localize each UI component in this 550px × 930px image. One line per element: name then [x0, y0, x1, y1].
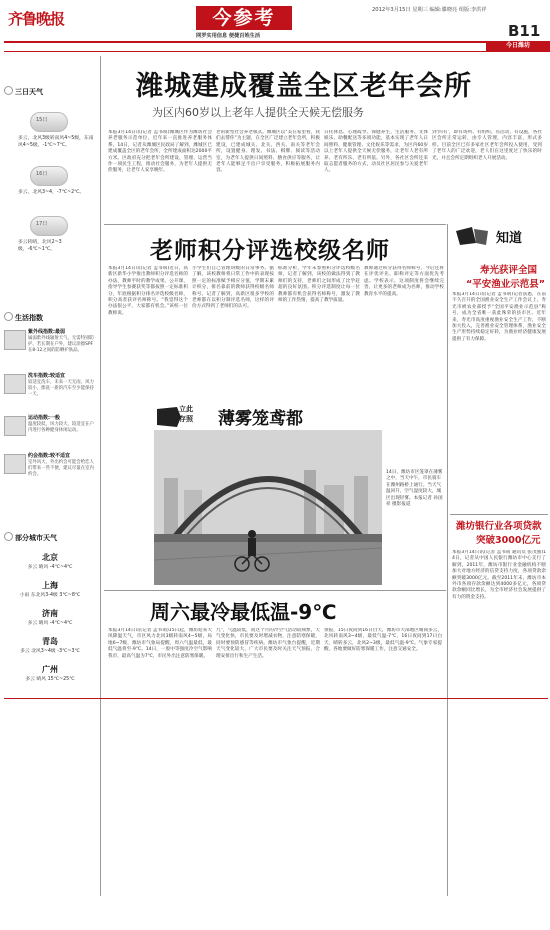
city-forecast: 多云 北风3~4级 -3℃~3℃ — [20, 649, 80, 654]
index-text: 室外风大，外出约会可能会给恋人们带来一些不便，建议尽量在室内约会。 — [28, 460, 94, 477]
index-name: 洗车指数:较适宜 — [28, 373, 66, 379]
sport-icon — [4, 416, 26, 436]
camera-badge-icon — [155, 405, 201, 429]
cities-section — [4, 532, 96, 543]
city-weather — [4, 636, 96, 654]
three-day-forecast — [4, 100, 98, 270]
book-icon — [454, 225, 494, 247]
newspaper-logo: 齐鲁晚报 — [8, 10, 65, 28]
bank-loan-headline: 潍坊银行业各项贷款 — [456, 521, 542, 532]
bank-loan-headline: 突破3000亿元 — [476, 535, 541, 546]
city-forecast: 多云 晴风 15℃~25℃ — [25, 677, 75, 682]
right-column-divider — [447, 224, 448, 896]
cities-title: 部分城市天气 — [4, 532, 96, 543]
shouguang-headline: “平安渔业示范县” — [466, 279, 545, 290]
teacher-story-col4: 教师通过积分获得名师称号，今后还将在评优评先、职称评定等方面优先考虑。学校表示，这项制度将会继续完善，让更多的老师成为名师，推动学校教育水平的提高。 — [364, 266, 444, 297]
news-photo — [154, 430, 382, 585]
teacher-story-col1: 本报3月14日讯(记者 孟书萌)近日，高新区新华小学推出教师积分评选名师的办法，教师平时的教学成果、公开课、指导学生参赛获奖等都按照一定标准积分，年底根据积分排名评选校级名师，积分高者获评名师称号。“我觉得这个办法很公平，大家都有机会。”该校一位教师说。 — [108, 266, 188, 316]
life-indices — [4, 326, 98, 506]
city-name: 北京 — [42, 553, 58, 562]
index-name: 紫外线指数:最弱 — [28, 329, 66, 335]
masthead-rule — [4, 41, 486, 43]
section-divider — [104, 224, 446, 225]
photo-column-badge — [155, 405, 201, 429]
teacher-story-col3: 标准分析，学年末参照积分评选校级名师，记者了解到，该校的做法得到了教师们的支持，老师们之间形成了比学赶超的良好氛围。积分评选制度让每一位教师都有机会获得名师称号，激发了教师的工作热情，提高了教学质量。 — [278, 266, 360, 304]
shouguang-story: 本报3月14日讯(记者 孟书萌)记者获悉，在前不久召开的全国渔业安全生产工作会议上，寿光市被农业部授予“全国平安渔业示范县”称号，成为全省唯一获此殊荣的县市区。近年来，寿光市高度重视渔业安全生产工作，不断加大投入，完善渔业安全管理体系，渔业安全生产形势持续稳定好转，为渔业经济健康发展提供了有力保障。 — [452, 292, 546, 342]
teacher-story-col2: 小学生们自己管理班级的日常事务。据了解，该校教师将日常工作中的表现按照一定的标准赋予相应分值，学期末累计积分，排名靠前的教师获得校级名师称号。记者了解到，高新区很多学校的老师都在以积分制评选名师，这样的评价方式得到了老师们的认可。 — [192, 266, 274, 310]
teacher-headline: 老师积分评选校级名师 — [150, 238, 390, 264]
car-wash-icon — [4, 374, 26, 394]
city-forecast: 多云 晴风 -4℃~4℃ — [27, 565, 73, 570]
cold-story-col1: 本报3月14日讯(记者 孟书萌)15日起，潍坊迎来大风降温天气，市区风力北风3级转南风4~5级，局地6~7级，潍坊市气象局提醒，周六气温最低，最低气温将至-9℃。14日，一股中等强度冷空气影响我市，最高气温为7℃，市民外出注意防寒保暖。 — [108, 628, 212, 659]
cold-weather-headline: 周六最冷最低温-9℃ — [150, 600, 337, 624]
cold-story-col3: 预报，15日夜间到16日白天，潍坊市大部地区晴间多云，北风转南风3~4级，最低气温-7℃，16日夜间到17日白天，晴转多云，北风2~3级，最低气温-9℃。气象专家提醒，各地要做好防寒保暖工作，注意交通安全。 — [324, 628, 442, 653]
section-brand: 今参考 — [196, 6, 292, 30]
main-story-col1: 本报3月14日讯(记者 孟书萌)潍城区作为潍坊社会养老服务示范单位，近年来一直推进养老服务体系，14日，记者从潍城区民政局了解到，潍城区已建成覆盖全区的老年会所，全所建成面积达2000平方米。区政府充分把老年会所建设、管理、运营当作一项民生工程，推动社会服务，为老年人提供无偿服务，让老年人安享晚年。 — [108, 130, 212, 174]
main-headline: 潍城建成覆盖全区老年会所 — [136, 71, 472, 102]
weather-section — [4, 86, 96, 97]
day-label: 17日 — [36, 221, 48, 227]
badge-text: 存照 — [179, 415, 193, 423]
badge-text: 知道 — [496, 231, 523, 246]
sidebar-divider — [100, 56, 101, 896]
index-text: 较适宜洗车，未来一天无雨，风力较小，擦洗一新的汽车至少能保持一天。 — [28, 380, 94, 397]
day-forecast: 多云转晴，北风2~3级，-6℃~1℃。 — [18, 240, 62, 252]
day-forecast: 多云，北风3级转南风4~5级，东南风4~5级，-1℃~7℃。 — [18, 136, 94, 148]
dateline: 2012年3月15日 星期三 编辑:滕晓亮 组版:李洪祥 — [372, 7, 487, 13]
section-slogan: 网罗实用信息 便捷百姓生活 — [196, 33, 261, 39]
city-forecast: 多云 晴风 -4℃~4℃ — [27, 621, 73, 626]
main-story-col2: 老的新型社会养老模式。潍城区以“美在家里看，我们去帮你”为主题，在全区广泛建立老年会所，积极建设，已建成城关、北关、西关、南关等老年会所，设置健身、理发、书法、棋牌、阅读等活动室，为老年人提供日间照料、膳食供应等服务，让老年人能够足不出户享受服务，积极拓展服务内容。 — [216, 130, 320, 174]
bank-loan-story: 本报3月14日讯(记者 孟书萌 通讯员 张茂强)14日，记者从中国人民银行潍坊市中心支行了解到，2011年，潍坊市银行业金融机构不断加大对地方经济的信贷支持力度，各项贷款余额突破3000亿元。截至2011年末，潍坊市本外币各项存款余额达到4000多亿元，各项贷款余额同比增长，为全市经济社会发展提供了有力的资金支持。 — [452, 550, 546, 600]
badge-text: 立此 — [179, 405, 193, 413]
section-tag: 今日潍坊 — [486, 41, 550, 51]
city-name: 上海 — [42, 581, 58, 590]
city-weather — [4, 580, 96, 598]
main-story-col4: 到‘四有’，即有场所、有组织、有活动、有设施，各社区会所正常运转，由专人管理，内容丰富，形式多样。目前全区已有多家社区老年会所投入使用，受到了老年人的广泛欢迎，老人们在这里度过了快乐的时光，并且会所定期组织老人开展活动。 — [432, 130, 542, 161]
day-label: 16日 — [36, 171, 48, 177]
day-forecast: 多云，北风3~4，-7℃~2℃。 — [18, 190, 85, 195]
weather-title: 三日天气 — [4, 86, 96, 97]
shouguang-headline: 寿光获评全国 — [480, 265, 538, 276]
index-name: 运动指数:一般 — [28, 415, 61, 421]
date-icon — [4, 454, 26, 474]
city-weather — [4, 664, 96, 682]
main-story-col3: 日托休息、心理疏导、保健养生、生活服务、文体娱乐、助餐配送等多项功能，基本实现了老年人日间照料、健康管理、文化娱乐等需求，为区内60岁以上老年人提供全天候无偿服务，让老年人老有所养、老有所乐、老有所依。另外，各社区会所还采取志愿者服务的方式，动员社区居民参与关爱老年人。 — [324, 130, 428, 174]
city-weather — [4, 552, 96, 570]
photo-caption: 14日，潍坊市区笼罩在薄雾之中，当天中午，市民骑车在潍州路桥上通行。当天气温回升，空气湿度较大，城区出现轻雾。本报记者 孙国祥 摄影报道 — [386, 470, 443, 508]
photo-headline: 薄雾笼鸢都 — [218, 409, 303, 429]
index-section — [4, 312, 96, 323]
section-divider — [450, 514, 548, 515]
city-name: 济南 — [42, 609, 58, 618]
index-title: 生活指数 — [4, 312, 96, 323]
city-forecast: 小雨 东北风3-4级 3℃~8℃ — [19, 593, 81, 598]
city-name: 青岛 — [42, 637, 58, 646]
index-name: 约会指数:较不适宜 — [28, 453, 71, 459]
main-subheadline: 为区内60岁以上老年人提供全天候无偿服务 — [152, 106, 364, 119]
uv-icon — [4, 330, 26, 350]
section-divider — [104, 590, 446, 591]
bottom-rule — [4, 698, 548, 699]
index-text: 属弱紫外线辐射天气，无需特别防护。若长期在户外，建议涂擦SPF在8-12之间的防晒护肤品。 — [28, 336, 94, 353]
masthead-rule-thin — [4, 51, 550, 52]
page-number: B11 — [508, 22, 541, 40]
knowledge-badge — [454, 225, 550, 247]
city-name: 广州 — [42, 665, 58, 674]
index-text: 温度较低，风力较大，较适宜在户内进行各种健身休闲运动。 — [28, 422, 94, 433]
bridge-cyclist-photo — [154, 430, 382, 585]
city-weather — [4, 608, 96, 626]
cold-story-col2: 九”，气温较低，而这个月的冷空气活动较频繁，天气变化快，市民要及时增减衣物，注意防寒保暖，同时要预防感冒等疾病。潍坊市气象台提醒，近期天气变化较大，广大市民要及时关注天气预报，合理安排出行和生产生活。 — [216, 628, 320, 659]
day-label: 15日 — [36, 117, 48, 123]
